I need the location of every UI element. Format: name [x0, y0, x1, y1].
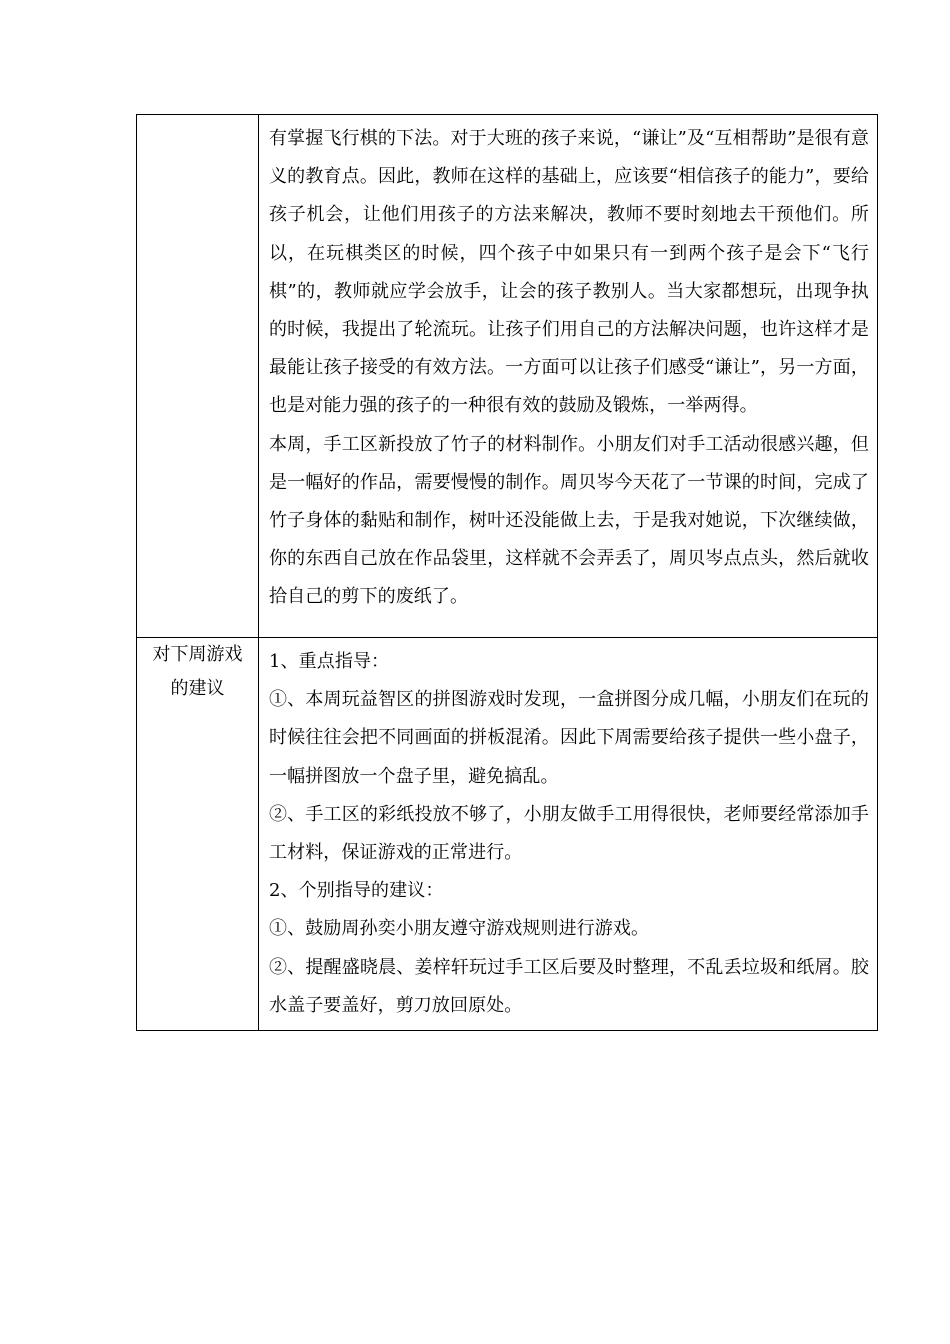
reflection-paragraph-2: 本周，手工区新投放了竹子的材料制作。小朋友们对手工活动很感兴趣，但是一幅好的作品，需要慢慢的制作。周贝岑今天花了一节课的时间，完成了竹子身体的黏贴和制作，树叶还没能做上去，于是我对她说，下次继续做，你的东西自己放在作品袋里，这样就不会弄丢了，周贝岑点点头，然后就收拾自己的剪下的废纸了。 — [269, 433, 869, 608]
reflection-paragraph-1: 有掌握飞行棋的下法。对于大班的孩子来说，“谦让”及“互相帮助”是很有意义的教育点。因此，教师在这样的基础上，应该要“相信孩子的能力”，要给孩子机会，让他们用孩子的方法来解决，教师不要时刻地去干预他们。所以，在玩棋类区的时候，四个孩子中如果只有一到两个孩子是会下“飞行棋”的，教师就应学会放手，让会的孩子教别人。当大家都想玩，出现争执的时候，我提出了轮流玩。让孩子们用自己的方法解决问题，也许这样才是最能让孩子接受的有效方法。一方面可以让孩子们感受“谦让”，另一方面，也是对能力强的孩子的一种很有效的鼓励及锻炼，一举两得。 — [269, 128, 869, 417]
table-row-reflection — [137, 115, 878, 638]
suggestion-heading-individual-guidance: 2、个别指导的建议： — [269, 880, 444, 902]
suggestion-item-craft-paper: ②、手工区的彩纸投放不够了，小朋友做手工用得很快，老师要经常添加手工材料，保证游戏的正常进行。 — [269, 803, 869, 864]
row-label-empty — [137, 115, 259, 638]
suggestion-item-tidy-up: ②、提醒盛晓晨、姜梓轩玩过手工区后要及时整理，不乱丢垃圾和纸屑。胶水盖子要盖好，剪刀放回原处。 — [269, 956, 869, 1016]
suggestions-label: 对下周游戏的建议 — [152, 644, 243, 699]
reflection-content-cell — [259, 115, 878, 638]
suggestions-label-cell — [137, 638, 259, 1031]
table-row-suggestions — [137, 638, 878, 1031]
suggestion-item-rules: ①、鼓励周孙奕小朋友遵守游戏规则进行游戏。 — [269, 918, 650, 940]
suggestion-heading-key-guidance: 1、重点指导： — [269, 651, 390, 672]
suggestion-item-puzzle: ①、本周玩益智区的拼图游戏时发现，一盒拼图分成几幅，小朋友们在玩的时候往往会把不同画面的拼板混淆。因此下周需要给孩子提供一些小盘子，一幅拼图放一个盘子里，避免搞乱。 — [269, 689, 869, 787]
weekly-report-table — [136, 114, 878, 1031]
suggestions-content-cell — [259, 638, 878, 1031]
